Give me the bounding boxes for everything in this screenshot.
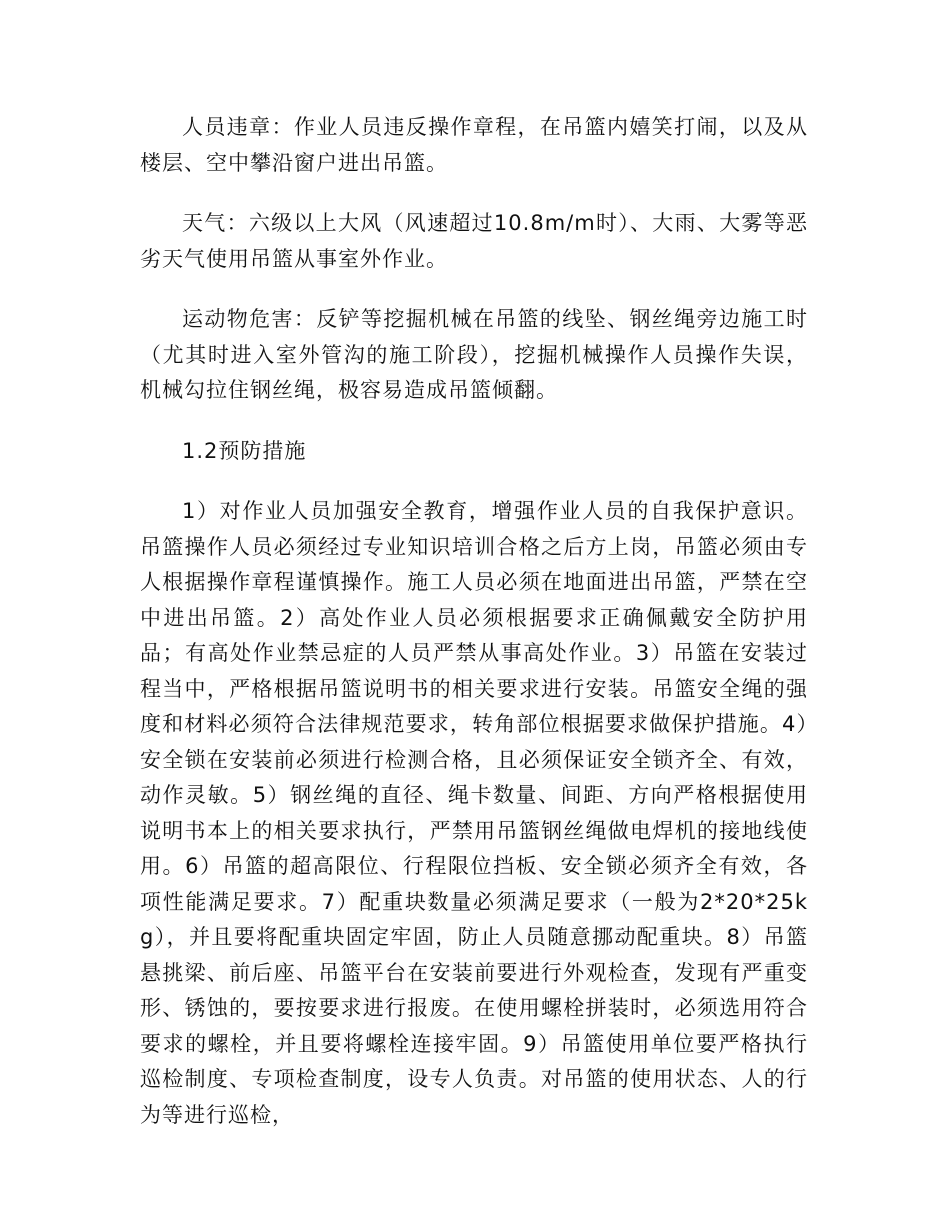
- document-body: [140, 110, 808, 1133]
- paragraph-moving-object-hazard: 运动物危害：反铲等挖掘机械在吊篮的线坠、钢丝绳旁边施工时（尤其时进入室外管沟的施工阶段），挖掘机械操作人员操作失误，机械勾拉住钢丝绳，极容易造成吊篮倾翻。: [140, 307, 808, 402]
- section-heading-prevention: 1.2预防措施: [182, 438, 307, 463]
- paragraph-prevention-measures: 1）对作业人员加强安全教育，增强作业人员的自我保护意识。吊篮操作人员必须经过专业知识培训合格之后方上岗，吊篮必须由专人根据操作章程谨慎操作。施工人员必须在地面进出吊篮，严禁在空中进出吊篮。2）高处作业人员必须根据要求正确佩戴安全防护用品；有高处作业禁忌症的人员严禁从事高处作业。3）吊篮在安装过程当中，严格根据吊篮说明书的相关要求进行安装。吊篮安全绳的强度和材料必须符合法律规范要求，转角部位根据要求做保护措施。4）安全锁在安装前必须进行检测合格，且必须保证安全锁齐全、有效，动作灵敏。5）钢丝绳的直径、绳卡数量、间距、方向严格根据使用说明书本上的相关要求执行，严禁用吊篮钢丝绳做电焊机的接地线使用。6）吊篮的超高限位、行程限位挡板、安全锁必须齐全有效，各项性能满足要求。7）配重块数量必须满足要求（一般为2*20*25kg），并且要将配重块固定牢固，防止人员随意挪动配重块。8）吊篮悬挑梁、前后座、吊篮平台在安装前要进行外观检查，发现有严重变形、锈蚀的，要按要求进行报废。在使用螺栓拼装时，必须选用符合要求的螺栓，并且要将螺栓连接牢固。9）吊篮使用单位要严格执行巡检制度、专项检查制度，设专人负责。对吊篮的使用状态、人的行为等进行巡检，: [140, 499, 808, 1127]
- paragraph-personnel-violation: 人员违章：作业人员违反操作章程，在吊篮内嬉笑打闹，以及从楼层、空中攀沿窗户进出吊篮。: [140, 115, 808, 175]
- paragraph-weather: 天气：六级以上大风（风速超过10.8m/m时）、大雨、大雾等恶劣天气使用吊篮从事室外作业。: [140, 211, 808, 271]
